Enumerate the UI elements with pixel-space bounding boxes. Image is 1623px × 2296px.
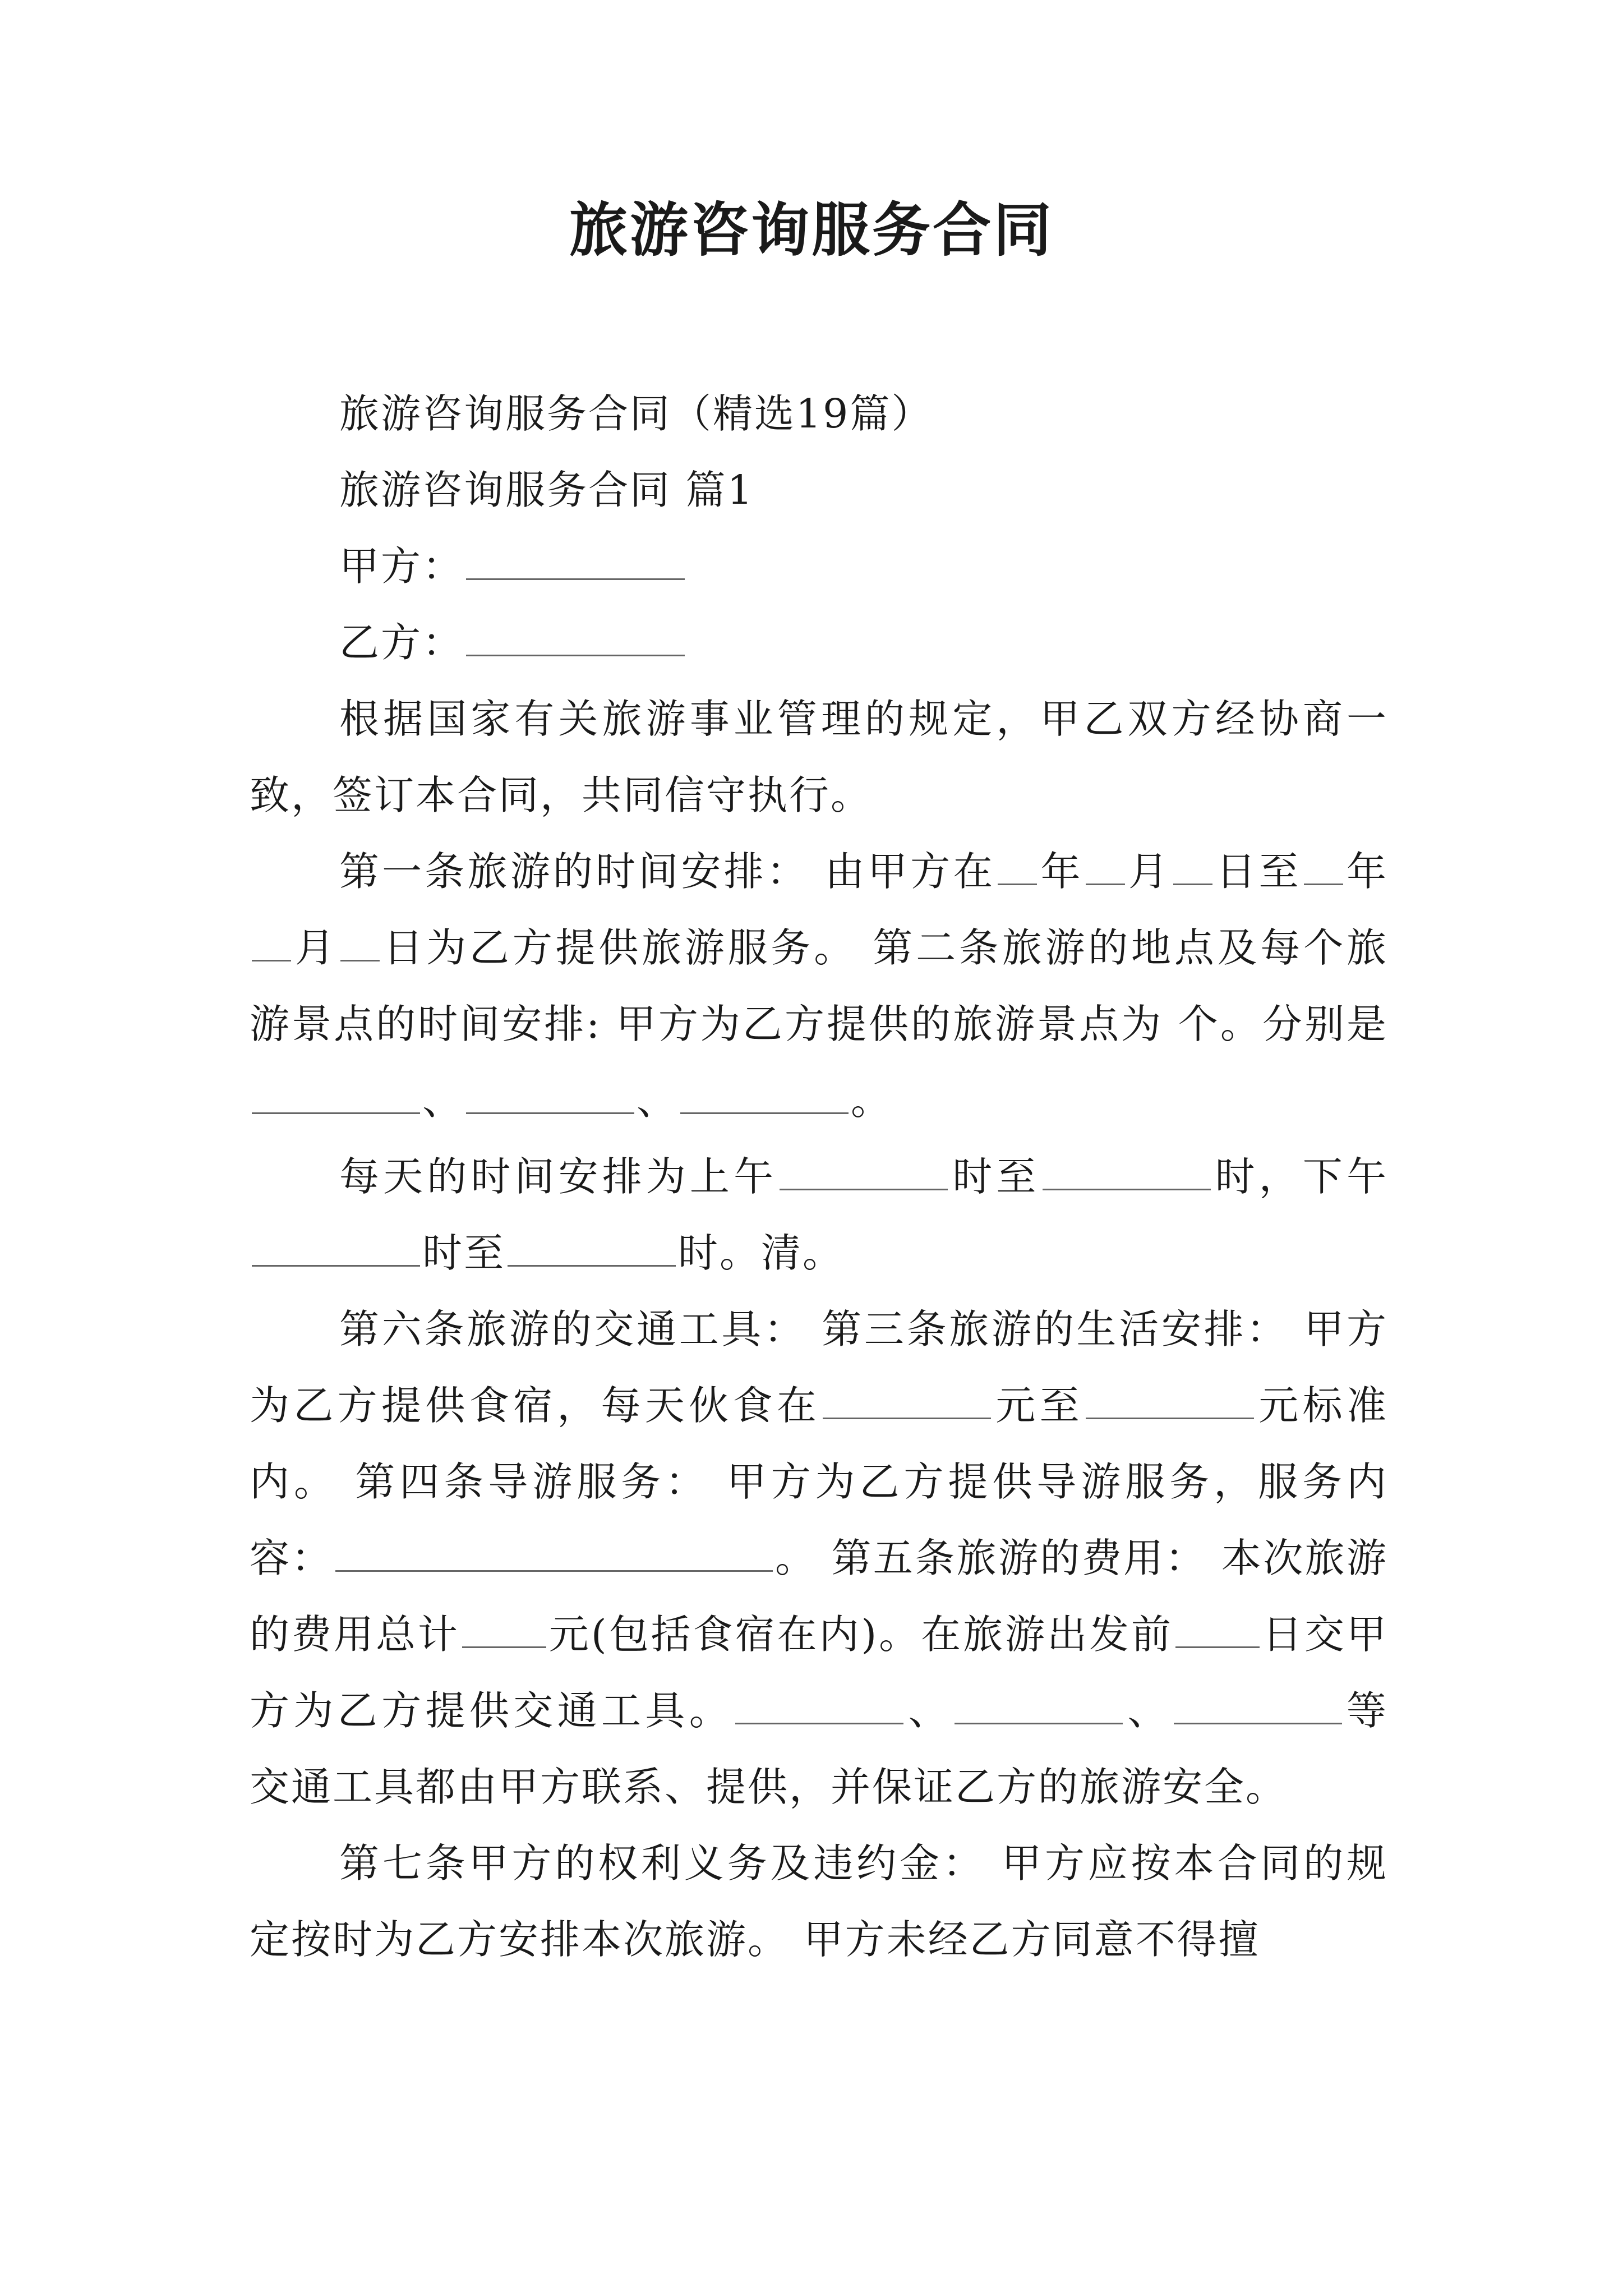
party-a-label: 甲方： bbox=[339, 543, 464, 590]
daily-text: 时。清。 bbox=[678, 1230, 845, 1276]
daily-text: 时，下午 bbox=[1212, 1153, 1388, 1200]
transport-blank bbox=[955, 1683, 1123, 1724]
clause-6-text: 。 第五条旅游的费用： 本次旅游的费用总计 bbox=[250, 1535, 1388, 1658]
separator: 、 bbox=[906, 1687, 952, 1734]
month-blank bbox=[1086, 844, 1125, 885]
subtitle-paragraph: 旅游咨询服务合同（精选19篇） bbox=[339, 390, 933, 437]
day-label: 日至 bbox=[1215, 848, 1302, 895]
day-blank bbox=[340, 921, 380, 961]
party-b-label: 乙方： bbox=[339, 619, 464, 666]
clause-1-text: 第一条旅游的时间安排： 由甲方在 bbox=[339, 848, 996, 895]
period: 。 bbox=[851, 1077, 893, 1124]
time-blank bbox=[780, 1149, 948, 1190]
clause-6-text: 第六条旅游的交通工具： 第三条旅游的生活安排： 甲方为乙方提供食宿，每天伙食在 bbox=[250, 1306, 1388, 1429]
clause-6-paragraph bbox=[250, 1291, 1388, 1825]
intro-paragraph: 根据国家有关旅游事业管理的规定，甲乙双方经协商一致，签订本合同，共同信守执行。 bbox=[250, 696, 1388, 818]
transport-blank bbox=[735, 1683, 903, 1724]
clause-7-paragraph: 第七条甲方的权利义务及违约金： 甲方应按本合同的规定按时为乙方安排本次旅游。 甲方未经乙方同意不得擅 bbox=[250, 1840, 1388, 1963]
service-content-blank bbox=[335, 1531, 773, 1572]
daily-schedule-paragraph bbox=[250, 1139, 1388, 1291]
clause-2-text: 日为乙方提供旅游服务。 第二条旅游的地点及每个旅游景点的时间安排: 甲方为乙方提供的旅游景点为 个。分别是 bbox=[250, 924, 1388, 1047]
month-label: 月 bbox=[1127, 848, 1172, 895]
separator: 、 bbox=[637, 1077, 679, 1124]
clause-6-text: 日交甲方为乙方提供交通工具。 bbox=[250, 1611, 1388, 1734]
party-b-blank bbox=[466, 615, 685, 656]
time-blank bbox=[252, 1226, 420, 1267]
document-title: 旅游咨询服务合同 bbox=[569, 195, 1054, 264]
meal-cost-blank bbox=[1086, 1378, 1254, 1419]
days-blank bbox=[1175, 1607, 1260, 1648]
year-blank bbox=[998, 844, 1037, 885]
party-b-line bbox=[250, 605, 1388, 681]
clause-6-text: 元至 bbox=[993, 1382, 1084, 1429]
party-a-blank bbox=[466, 539, 685, 580]
spot-blank bbox=[466, 1073, 634, 1114]
spot-blank bbox=[252, 1073, 420, 1114]
clause-6-text: 元(包括食宿在内)。在旅游出发前 bbox=[548, 1611, 1174, 1658]
year-label: 年 bbox=[1039, 848, 1083, 895]
separator: 、 bbox=[1124, 1687, 1172, 1734]
year-label: 年 bbox=[1345, 848, 1388, 895]
time-blank bbox=[508, 1226, 676, 1267]
spot-blank bbox=[680, 1073, 849, 1114]
separator: 、 bbox=[422, 1077, 464, 1124]
month-blank bbox=[252, 921, 291, 961]
daily-text: 每天的时间安排为上午 bbox=[339, 1153, 778, 1200]
time-blank bbox=[1043, 1149, 1211, 1190]
document-body bbox=[250, 376, 1388, 1978]
clause-6-text: 等交通工具都由甲方联系、提供，并保证乙方的旅游安全。 bbox=[250, 1687, 1388, 1810]
month-label: 月 bbox=[293, 924, 338, 971]
day-blank bbox=[1173, 844, 1212, 885]
daily-text: 时至 bbox=[950, 1153, 1040, 1200]
clause-6-text: 元标准内。 第四条导游服务： 甲方为乙方提供导游服务，服务内容： bbox=[250, 1382, 1388, 1581]
party-a-line bbox=[250, 528, 1388, 605]
clause-1-paragraph bbox=[250, 834, 1388, 1139]
section-heading: 旅游咨询服务合同 篇1 bbox=[339, 467, 754, 513]
transport-blank bbox=[1174, 1683, 1342, 1724]
year-blank bbox=[1304, 844, 1343, 885]
daily-text: 时至 bbox=[422, 1230, 506, 1276]
meal-cost-blank bbox=[823, 1378, 991, 1419]
total-cost-blank bbox=[462, 1607, 546, 1648]
